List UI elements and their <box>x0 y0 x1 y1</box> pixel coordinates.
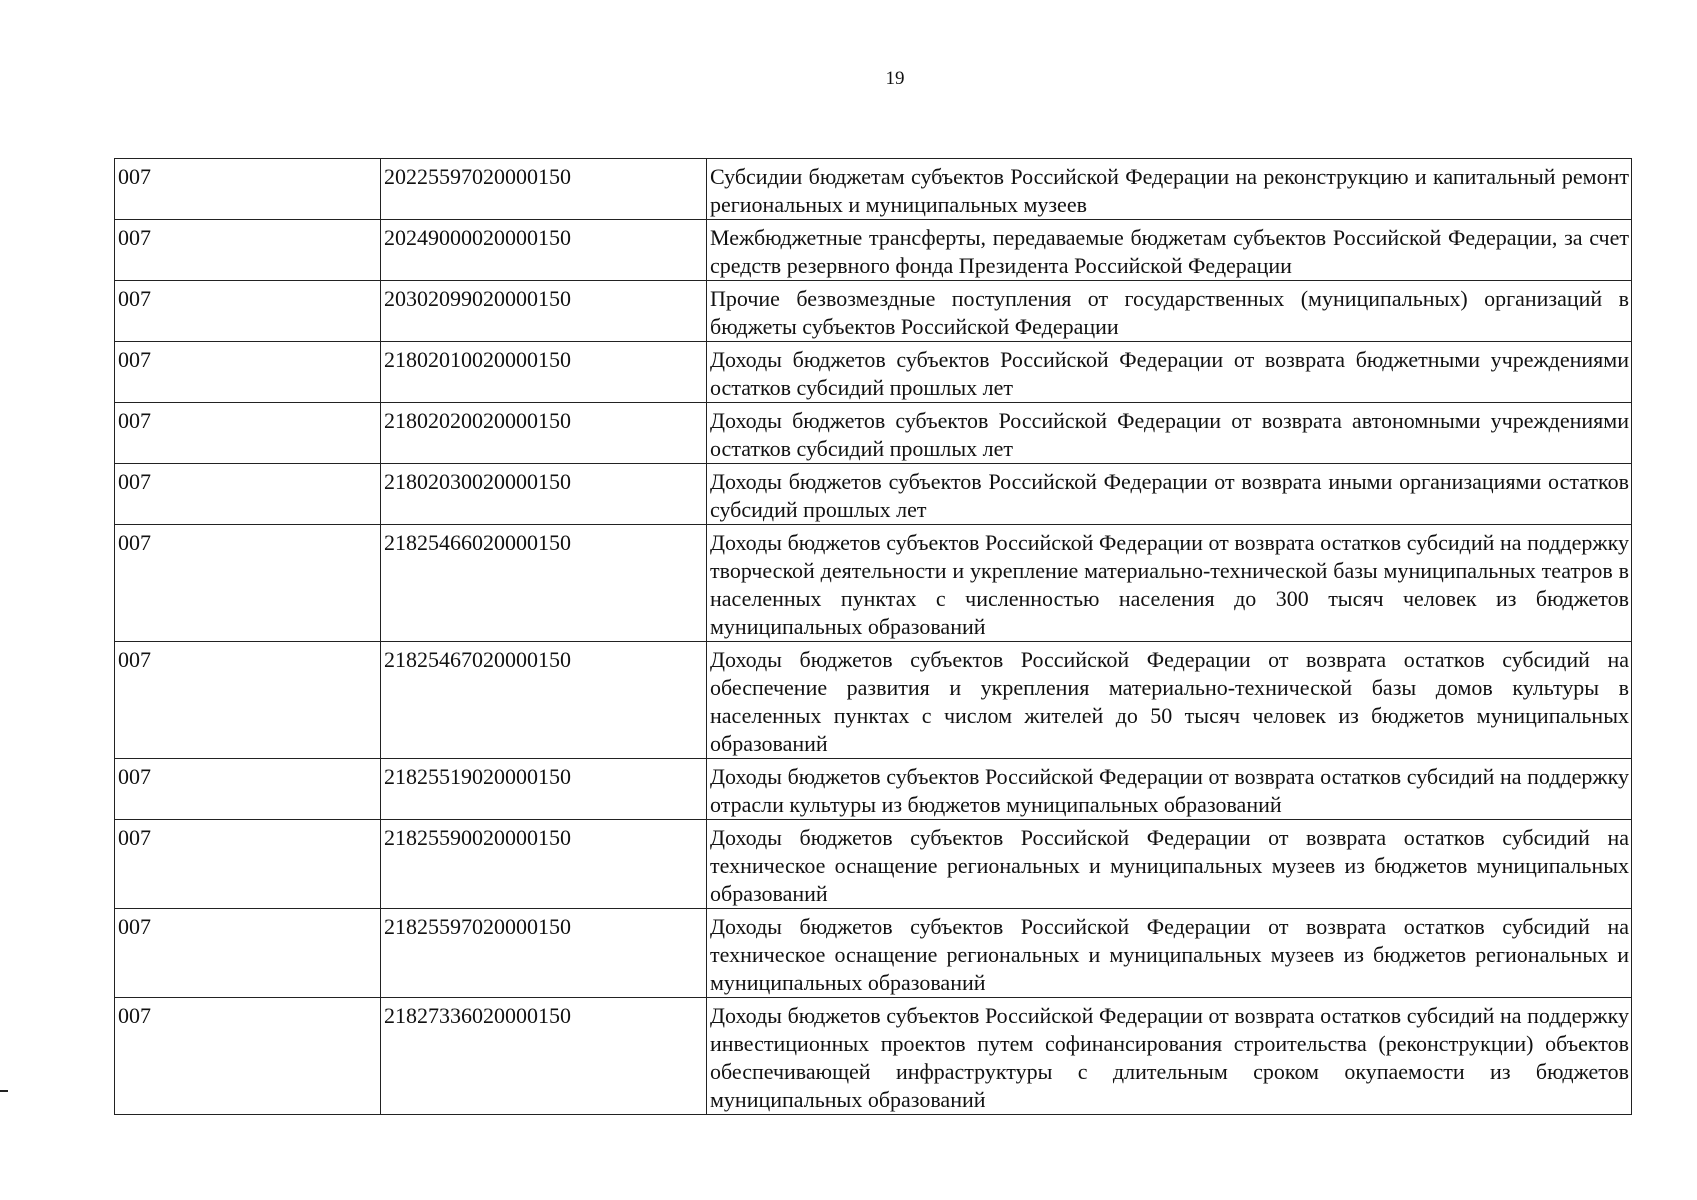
table-body <box>115 159 1632 1115</box>
income-code-cell: 21802030020000150 <box>381 464 707 525</box>
admin-code-cell: 007 <box>115 998 381 1115</box>
admin-code-cell: 007 <box>115 159 381 220</box>
description-cell: Доходы бюджетов субъектов Российской Федерации от возврата остатков субсидий на обеспечение развития и укрепления материально-технической базы домов культуры в населенных пунктах с числом жителей до 50 тысяч человек из бюджетов муниципальных образований <box>707 642 1632 759</box>
income-code-cell: 21825467020000150 <box>381 642 707 759</box>
income-code-cell: 21825519020000150 <box>381 759 707 820</box>
admin-code-cell: 007 <box>115 820 381 909</box>
description-cell: Доходы бюджетов субъектов Российской Федерации от возврата автономными учреждениями остатков субсидий прошлых лет <box>707 403 1632 464</box>
admin-code-cell: 007 <box>115 342 381 403</box>
description-cell: Межбюджетные трансферты, передаваемые бюджетам субъектов Российской Федерации, за счет средств резервного фонда Президента Российской Федерации <box>707 220 1632 281</box>
table-row <box>115 998 1632 1115</box>
budget-income-table <box>114 158 1632 1115</box>
table-row <box>115 525 1632 642</box>
description-cell: Доходы бюджетов субъектов Российской Федерации от возврата остатков субсидий на поддержку творческой деятельности и укрепление материально-технической базы муниципальных театров в населенных пунктах с численностью населения до 300 тысяч человек из бюджетов муниципальных образований <box>707 525 1632 642</box>
table-row <box>115 159 1632 220</box>
table-row <box>115 281 1632 342</box>
admin-code-cell: 007 <box>115 403 381 464</box>
income-code-cell: 21802010020000150 <box>381 342 707 403</box>
admin-code-cell: 007 <box>115 909 381 998</box>
admin-code-cell: 007 <box>115 464 381 525</box>
admin-code-cell: 007 <box>115 642 381 759</box>
margin-mark <box>0 1090 8 1092</box>
income-code-cell: 21825466020000150 <box>381 525 707 642</box>
table-row <box>115 464 1632 525</box>
page-number: 19 <box>885 68 905 89</box>
description-cell: Прочие безвозмездные поступления от государственных (муниципальных) организаций в бюджеты субъектов Российской Федерации <box>707 281 1632 342</box>
income-code-cell: 20302099020000150 <box>381 281 707 342</box>
description-cell: Доходы бюджетов субъектов Российской Федерации от возврата остатков субсидий на техническое оснащение региональных и муниципальных музеев из бюджетов региональных и муниципальных образований <box>707 909 1632 998</box>
description-cell: Доходы бюджетов субъектов Российской Федерации от возврата бюджетными учреждениями остатков субсидий прошлых лет <box>707 342 1632 403</box>
description-cell: Доходы бюджетов субъектов Российской Федерации от возврата остатков субсидий на поддержку отрасли культуры из бюджетов муниципальных образований <box>707 759 1632 820</box>
income-code-cell: 21825590020000150 <box>381 820 707 909</box>
table-row <box>115 403 1632 464</box>
table-row <box>115 342 1632 403</box>
admin-code-cell: 007 <box>115 759 381 820</box>
description-cell: Доходы бюджетов субъектов Российской Федерации от возврата иными организациями остатков субсидий прошлых лет <box>707 464 1632 525</box>
table-row <box>115 759 1632 820</box>
description-cell: Доходы бюджетов субъектов Российской Федерации от возврата остатков субсидий на поддержку инвестиционных проектов путем софинансирования строительства (реконструкции) объектов обеспечивающей инфраструктуры с длительным сроком окупаемости из бюджетов муниципальных образований <box>707 998 1632 1115</box>
description-cell: Доходы бюджетов субъектов Российской Федерации от возврата остатков субсидий на техническое оснащение региональных и муниципальных музеев из бюджетов муниципальных образований <box>707 820 1632 909</box>
income-code-cell: 20225597020000150 <box>381 159 707 220</box>
income-code-cell: 21802020020000150 <box>381 403 707 464</box>
table-row <box>115 642 1632 759</box>
income-code-cell: 21827336020000150 <box>381 998 707 1115</box>
table-row <box>115 220 1632 281</box>
admin-code-cell: 007 <box>115 281 381 342</box>
table-row <box>115 909 1632 998</box>
description-cell: Субсидии бюджетам субъектов Российской Федерации на реконструкцию и капитальный ремонт региональных и муниципальных музеев <box>707 159 1632 220</box>
admin-code-cell: 007 <box>115 525 381 642</box>
income-code-cell: 21825597020000150 <box>381 909 707 998</box>
income-code-cell: 20249000020000150 <box>381 220 707 281</box>
table-row <box>115 820 1632 909</box>
admin-code-cell: 007 <box>115 220 381 281</box>
